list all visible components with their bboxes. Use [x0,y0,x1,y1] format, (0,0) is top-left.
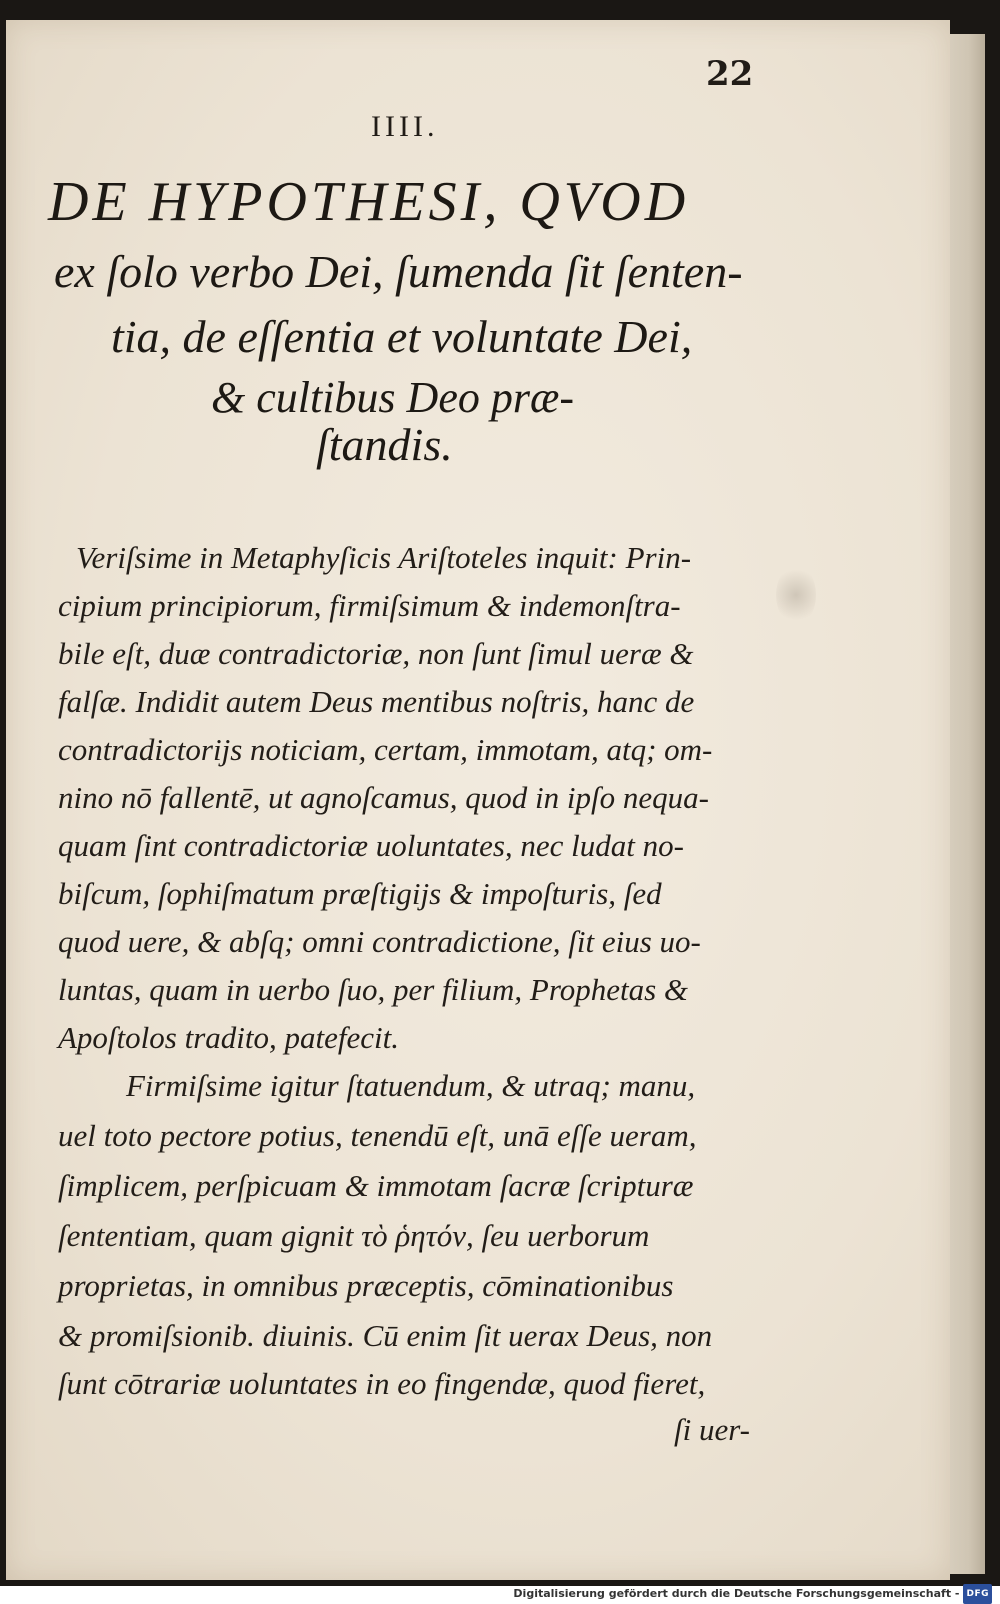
book-page [6,20,950,1580]
dfg-logo: DFG [963,1584,992,1604]
heading-line: ex ſolo verbo Dei, ſumenda ſit ſenten- [54,246,743,297]
body-text-line: luntas, quam in uerbo ſuo, per filium, Prophetas & [58,972,689,1007]
body-text-line: & promiſsionib. diuinis. Cū enim ſit uerax Deus, non [58,1318,713,1353]
body-text-line: nino nō fallentē, ut agnoſcamus, quod in ipſo nequa- [58,780,709,815]
paper-stain [776,565,816,625]
body-text-line: ſunt cōtrariæ uoluntates in eo fingendæ, quod fieret, [58,1366,706,1401]
following-page-edge [944,34,985,1574]
body-text-line: contradictorijs noticiam, certam, immotam, atq; om- [58,732,713,767]
body-text-line: Apoſtolos tradito, patefecit. [58,1020,399,1055]
heading-line: DE HYPOTHESI, QVOD [48,171,690,233]
body-text-line: quam ſint contradictoriæ uoluntates, nec ludat no- [58,828,684,863]
chapter-number: IIII. [371,110,439,143]
body-text-line: bile eſt, duæ contradictoriæ, non ſunt ſimul ueræ & [58,636,694,671]
catchword: ſi uer- [674,1412,751,1447]
heading-line: ſtandis. [316,419,453,470]
heading-line: & cultibus Deo præ- [211,373,574,422]
body-text-line: quod uere, & abſq; omni contradictione, ſit eius uo- [58,924,701,959]
body-text-line: ſimplicem, perſpicuam & immotam ſacræ ſcripturæ [58,1168,694,1203]
digitization-credit [513,1585,992,1603]
body-text-line: ſententiam, quam gignit τὸ ῥητόν, ſeu uerborum [58,1218,650,1253]
body-text-line: uel toto pectore potius, tenendū eſt, unā eſſe ueram, [58,1118,697,1153]
body-text-line: falſæ. Indidit autem Deus mentibus noſtris, hanc de [58,684,695,719]
heading-line: tia, de eſſentia et voluntate Dei, [111,311,693,362]
body-text-line: biſcum, ſophiſmatum præſtigijs & impoſturis, ſed [58,876,662,911]
page-number: 22 [706,54,754,94]
credit-text: Digitalisierung gefördert durch die Deutsche Forschungsgemeinschaft - [513,1587,960,1600]
body-text-line: cipium principiorum, firmiſsimum & indemonſtra- [58,588,681,623]
body-text-line: Veriſsime in Metaphyſicis Ariſtoteles inquit: Prin- [76,540,692,575]
body-text-line: proprietas, in omnibus præceptis, cōminationibus [58,1268,674,1303]
body-text-line: Firmiſsime igitur ſtatuendum, & utraq; manu, [126,1068,696,1103]
